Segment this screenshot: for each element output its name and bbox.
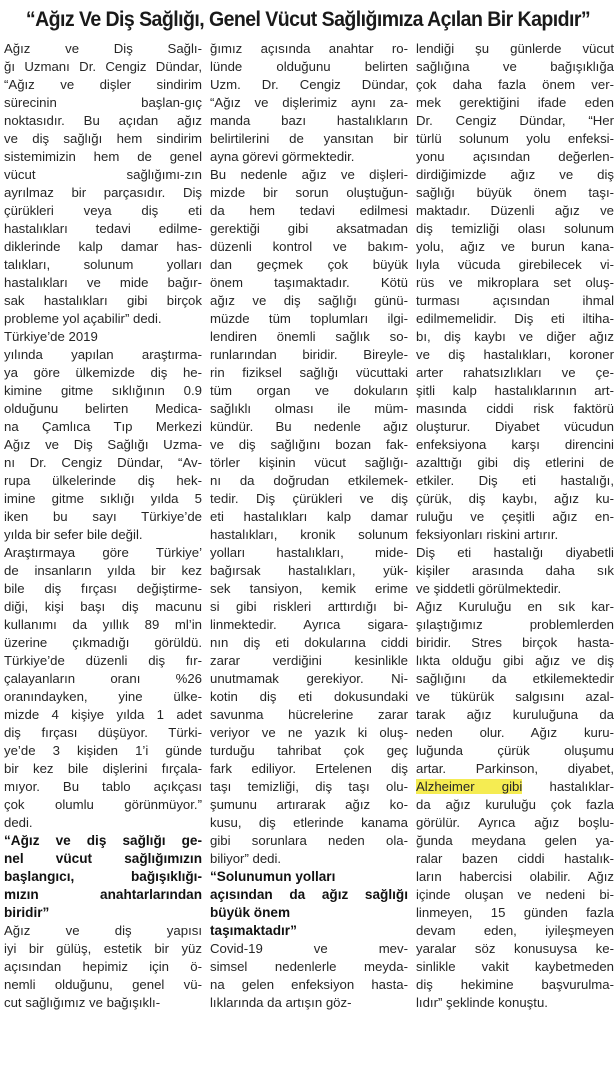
text-line: sak hastalıkları gibi birçok	[4, 293, 202, 308]
text-line: cut sağlığımız ve bağışıklı-	[4, 995, 161, 1010]
text-line: enfeksiyona karşı direncini	[416, 437, 614, 452]
text-line: Covid-19 ve mev-	[210, 941, 408, 956]
text-line: kotin diş eti dokusundaki	[210, 689, 408, 704]
text-line: biridir”	[4, 905, 50, 920]
text-line: ralar bazen ciddi hastalık-	[416, 851, 614, 866]
text-line: unutmamak gerekiyor. Ni-	[210, 671, 408, 686]
highlight-line-rest: hastalıklar-	[522, 779, 614, 794]
text-line: görülür. Ayrıca ağız boşlu-	[416, 815, 614, 830]
text-line: müzde tüm toplumları ilgi-	[210, 311, 408, 326]
text-line: ağız ve diş sağlığı günü-	[210, 293, 408, 308]
text-line: rupa ülkelerinde diş hek-	[4, 473, 202, 488]
text-line: rin fiziksel sağlığı vücuttaki	[210, 365, 408, 380]
text-line: yılında yapılan araştırma-	[4, 347, 202, 362]
text-line: lendiği şu günlerde vücut	[416, 41, 614, 56]
text-line: önem taşımaktadır. Kötü	[210, 275, 408, 290]
text-line: lıyla vücuda girebilecek vi-	[416, 257, 614, 272]
text-line: ğı Uzmanı Dr. Cengiz Dündar,	[4, 59, 202, 74]
text-line: Uzm. Dr. Cengiz Dündar,	[210, 77, 408, 92]
text-line: azalttığı gibi diş etlerini de	[416, 455, 614, 470]
text-line: bir kez bile dişlerini fırçala-	[4, 761, 202, 776]
text-line	[416, 778, 614, 796]
text-line: na Çamlıca Tıp Merkezi	[4, 419, 202, 434]
text-line: törler kişinin vücut sağlığı-	[210, 455, 408, 470]
text-line: Bu nedenle ağız ve dişleri-	[210, 167, 408, 182]
text-line: Türkiye’de 2019	[4, 329, 98, 344]
text-line: şumunu artırarak ağız ko-	[210, 797, 408, 812]
text-line: rüs ve mikroplara set oluş-	[416, 275, 614, 290]
text-line: tüm organ ve dokuların	[210, 383, 408, 398]
text-line: yolu, ağız ve burun kana-	[416, 239, 614, 254]
text-line: üzerine çıkmadığı görüldü.	[4, 635, 202, 650]
text-line: artar. Parkinson, diyabet,	[416, 761, 614, 776]
text-line: eti hastalıkları kalp damar	[210, 509, 408, 524]
text-line: sinlikle vakit kaybetmeden	[416, 959, 614, 974]
text-line: olduğunu belirten Medica-	[4, 401, 202, 416]
text-line: diş hekimine başvurulma-	[416, 977, 614, 992]
text-line: ye’de 3 kişiden 1’i günde	[4, 743, 202, 758]
text-line: mek gerektiğini ifade eden	[416, 95, 614, 110]
text-line: dirdiğimizde ağız ve diş	[416, 167, 614, 182]
text-line: biliyor” dedi.	[210, 851, 282, 866]
text-line: manda bazı hastalıkların	[210, 113, 408, 128]
text-line: kimine gitme sıklığının 0.9	[4, 383, 202, 398]
text-line: sağlığı büyük önem taşı-	[416, 185, 614, 200]
text-line: biridir. Stres birçok hasta-	[416, 635, 614, 650]
text-line: ve şiddetli görülmektedir.	[416, 581, 562, 596]
text-line: masında ciddi risk faktörü	[416, 401, 614, 416]
text-line: açısından da ağız sağlığı	[210, 887, 408, 902]
text-line: sürecinin başlan-gıç	[4, 95, 202, 110]
article-column-2	[210, 40, 408, 1012]
text-line: diş temizliği olası solunum	[416, 221, 614, 236]
text-line: nemli olduğunu, genel vü-	[4, 977, 202, 992]
text-line: etkiler. Diş eti hastalığı,	[416, 473, 614, 488]
text-line: yonu açısından değerlen-	[416, 149, 614, 164]
text-line: bı, diş kaybı ve diğer ağız	[416, 329, 614, 344]
text-line: turduğu tahribat çok geç	[210, 743, 408, 758]
text-line: savunma hücrelerine zarar	[210, 707, 408, 722]
text-line: sistemimizin hem de genel	[4, 149, 202, 164]
text-line: vücut sağlığımı-zın	[4, 167, 202, 182]
text-line: mizde bir sorun oluştuğun-	[210, 185, 408, 200]
text-line: nı Dr. Cengiz Dündar, “Av-	[4, 455, 202, 470]
text-line: şitli kalp hastalıklarının art-	[416, 383, 614, 398]
text-line: dan geçmek çok büyük	[210, 257, 408, 272]
text-line: runlarından biridir. Bireyle-	[210, 347, 408, 362]
text-line: yolları hastalıkları, mide-	[210, 545, 408, 560]
text-line: taşımaktadır”	[210, 923, 297, 938]
text-line: Ağız ve Diş Sağlığı Uzma-	[4, 437, 202, 452]
text-line: Araştırmaya göre Türkiye’	[4, 545, 202, 560]
text-line: diklerinde kalp damar has-	[4, 239, 202, 254]
text-line: luğunda çürük oluşumu	[416, 743, 614, 758]
text-line: ve diş hastalıkları, koroner	[416, 347, 614, 362]
text-line: iyi bir gülüş, estetik bir yüz	[4, 941, 202, 956]
text-line: dedi.	[4, 815, 33, 830]
text-line: probleme yol açabilir” dedi.	[4, 311, 162, 326]
text-line: kişiler arasında daha sık	[416, 563, 614, 578]
text-line: oluşturur. Diyabet vücudun	[416, 419, 614, 434]
text-line: maktadır. Düzenli ağız ve	[416, 203, 614, 218]
text-line: tarak ağız kuruluğuna da	[416, 707, 614, 722]
text-line: linmektedir. Ayrıca sigara-	[210, 617, 408, 632]
headline: “Ağız Ve Diş Sağlığı, Genel Vücut Sağlığımıza Açılan Bir Kapıdır”	[25, 8, 591, 31]
text-line: hastalıkları tedavi edilme-	[4, 221, 202, 236]
text-line: devam eden, iyileşmeyen	[416, 923, 614, 938]
text-line: ve tükürük salgısını azal-	[416, 689, 614, 704]
text-line: ve diş sağlığı hem sindirim	[4, 131, 202, 146]
text-line: tedir. Diş çürükleri ve diş	[210, 491, 408, 506]
text-line: nın diş eti dokularına ciddi	[210, 635, 408, 650]
text-line: si gibi riskleri arttırdığı bi-	[210, 599, 408, 614]
text-line: da hem tedavi edilmesi	[210, 203, 408, 218]
text-line: noktasıdır. Bu açıdan ağız	[4, 113, 202, 128]
text-line: kündür. Bu nedenle ağız	[210, 419, 408, 434]
text-line: linmeyen, 15 günden fazla	[416, 905, 614, 920]
text-line: mızın anahtarlarından	[4, 887, 202, 902]
text-line: zarar verdiğini kesinlikle	[210, 653, 408, 668]
text-line: “Solunumun yolları	[210, 869, 336, 884]
text-line: ların habercisi olabilir. Ağız	[416, 869, 614, 884]
text-line: lıklarında da artışın göz-	[210, 995, 352, 1010]
text-line: sağlığına ve bağışıklığa	[416, 59, 614, 74]
article-column-1	[4, 40, 202, 1012]
text-line: nı da doğrudan etkilemek-	[210, 473, 408, 488]
text-line: bile diş fırçası değiştirme-	[4, 581, 202, 596]
text-line: belirtilerini de yansıtan bir	[210, 131, 408, 146]
text-line: ya göre ülkemizde diş he-	[4, 365, 202, 380]
text-line: arter rahatsızlıkları ve çe-	[416, 365, 614, 380]
text-line: edilmemelidir. Diş eti iltiha-	[416, 311, 614, 326]
text-line: düzenli kontrol ve bakım-	[210, 239, 408, 254]
text-line: turması açısından ihmal	[416, 293, 614, 308]
text-line: nel vücut sağlığımızın	[4, 851, 202, 866]
text-line: talıkları, solunum yolları	[4, 257, 202, 272]
text-line: çok daha fazla önem ver-	[416, 77, 614, 92]
text-line: oranındayken, yine ülke-	[4, 689, 202, 704]
text-line: lendiren önemli sağlık so-	[210, 329, 408, 344]
text-line: na gelen enfeksiyon hasta-	[210, 977, 408, 992]
text-line: “Ağız ve dişler sindirim	[4, 77, 202, 92]
text-line: feksiyonları riskini artırır.	[416, 527, 559, 542]
text-line: Ağız ve Diş Sağlı-	[4, 41, 202, 56]
text-line: diş fırçası düşüyor. Türki-	[4, 725, 202, 740]
text-line: mizde 4 kişiye yılda 1 adet	[4, 707, 202, 722]
text-line: ve diş sağlığını bozan fak-	[210, 437, 408, 452]
text-line: “Ağız ve diş sağlığı ge-	[4, 833, 202, 848]
text-line: başlangıcı, bağışıklığı-	[4, 869, 202, 884]
text-line: neden olur. Ağız kuru-	[416, 725, 614, 740]
text-line: iken bu sayı Türkiye’de	[4, 509, 202, 524]
text-line: simsel nedenlerle meyda-	[210, 959, 408, 974]
text-line: kusu, diş etlerinde kanama	[210, 815, 408, 830]
text-line: gibi sorunlara neden ola-	[210, 833, 408, 848]
text-line: bağırsak hastalıkları, yük-	[210, 563, 408, 578]
text-line: ğunda meydana gelen ya-	[416, 833, 614, 848]
text-line: ayna görevi görmektedir.	[210, 149, 355, 164]
article-column-3	[416, 40, 614, 1012]
text-line: hastalıkları ve mide bağır-	[4, 275, 202, 290]
text-line: çok olumlu görünmüyor.”	[4, 797, 202, 812]
highlighted-term: Alzheimer gibi	[416, 779, 523, 794]
text-line: çürük, diş kaybı, ağız ku-	[416, 491, 614, 506]
text-line: kullanımı da yıllık 89 ml’in	[4, 617, 202, 632]
text-line: sağlıklı olması ile müm-	[210, 401, 408, 416]
text-line: ğımız açısında anahtar ro-	[210, 41, 408, 56]
text-line: büyük önem	[210, 905, 291, 920]
text-line: Ağız Kuruluğu en sık kar-	[416, 599, 614, 614]
text-line: ruluğu ve çeşitli ağız en-	[416, 509, 614, 524]
text-line: ayrılmaz bir parçasıdır. Diş	[4, 185, 202, 200]
text-line: lıdır” şeklinde konuştu.	[416, 995, 548, 1010]
text-line: diği, kişi başı diş macunu	[4, 599, 202, 614]
text-line: taşı temizliği, diş taşı olu-	[210, 779, 408, 794]
text-line: Ağız ve diş yapısı	[4, 923, 202, 938]
text-line: veriyor ve ne yazık ki oluş-	[210, 725, 408, 740]
text-line: sek tansiyon, kemik erime	[210, 581, 408, 596]
text-line: içinde oluşan ve nedeni bi-	[416, 887, 614, 902]
text-line: imine gitme sıklığı yılda 5	[4, 491, 202, 506]
text-line: sağlığını da etkilemektedir	[416, 671, 614, 686]
text-line: açısından hepimiz için ö-	[4, 959, 202, 974]
text-line: Türkiye’de düzenli diş fır-	[4, 653, 202, 668]
text-line: “Ağız ve dişlerimiz aynı za-	[210, 95, 408, 110]
text-line: Dr. Cengiz Dündar, “Her	[416, 113, 614, 128]
text-line: da ağız kuruluğu çok fazla	[416, 797, 614, 812]
text-line: lıkta olduğu gibi ağız ve diş	[416, 653, 614, 668]
text-line: Diş eti hastalığı diyabetli	[416, 545, 614, 560]
text-line: fark ediliyor. Ertelenen diş	[210, 761, 408, 776]
text-line: şılaştığımız problemlerden	[416, 617, 614, 632]
text-line: mıyor. Bu tablo açıkçası	[4, 779, 202, 794]
text-line: çürükleri veya diş eti	[4, 203, 202, 218]
text-line: çalayanların oranı %26	[4, 671, 202, 686]
text-line: lünde olduğunu belirten	[210, 59, 408, 74]
text-line: hastalıkları, kronik solunum	[210, 527, 408, 542]
text-line: gerektiği gibi aksatmadan	[210, 221, 408, 236]
text-line: türlü solunum yolu enfeksi-	[416, 131, 614, 146]
text-line: yılda bir sefer bile değil.	[4, 527, 143, 542]
text-line: yaralar söz konusuysa ke-	[416, 941, 614, 956]
text-line: de insanların yılda bir kez	[4, 563, 202, 578]
